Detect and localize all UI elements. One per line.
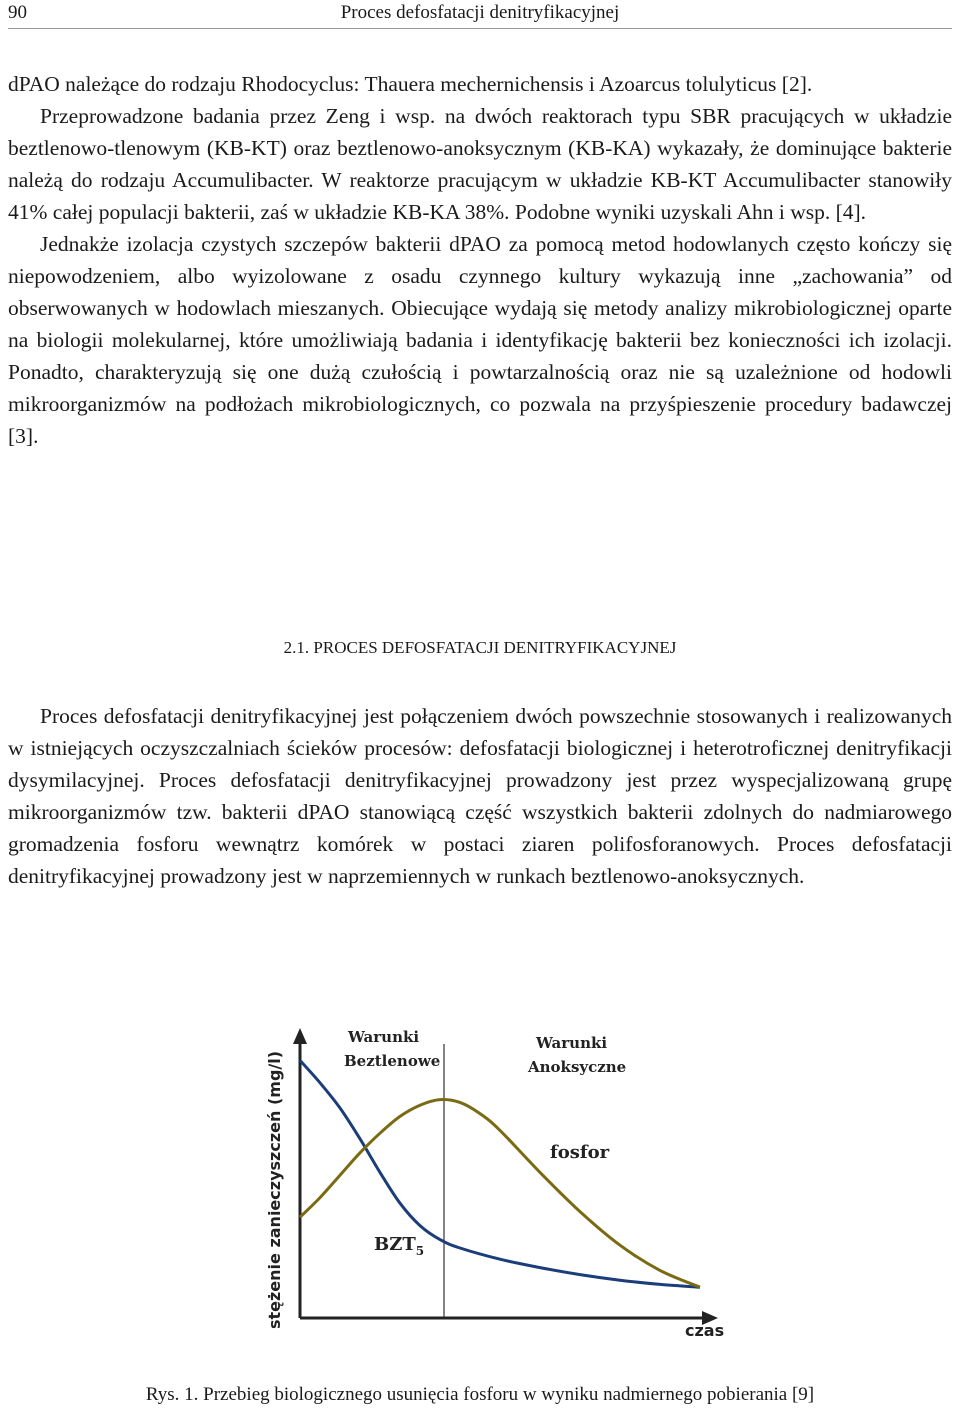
y-axis-arrow [293,1028,307,1044]
figure-caption: Rys. 1. Przebieg biologicznego usunięcia fosforu w wyniku nadmiernego pobierania [9] [145,1384,815,1405]
annotation-anoksyczne: Warunki Anoksyczne [528,1034,627,1076]
page-number: 90 [8,2,27,23]
series-label-fosfor: fosfor [550,1142,610,1163]
annotation-beztlenowe: Warunki Beztlenowe [344,1028,441,1070]
page-header [8,0,952,28]
series-line-bzt [300,1060,700,1287]
figure [230,1018,750,1358]
paragraph: Proces defosfatacji denitryfikacyjnej jest połączeniem dwóch powszechnie stosowanych i realizowanych w istniejących oczyszczalniach ścieków procesów: defosfatacji biologicznej i heterotroficznej denitryfikacji dysymilacyjnej. Proces defosfatacji denitryfikacyjnej prowadzony jest przez wyspecjalizowaną grupę mikroorganizmów tzw. bakterii dPAO stanowiącą część wszystkich bakterii zdolnych do nadmiarowego gromadzenia fosforu wewnątrz komórek w postaci ziaren polifosforanowych. Proces defosfatacji denitryfikacyjnej prowadzony jest w naprzemiennych w runkach beztlenowo-anoksycznych. [8,704,952,888]
paragraph: dPAO należące do rodzaju Rhodocyclus: Thauera mechernichensis i Azoarcus tolulyticus [2]. [8,72,813,96]
paragraph: Przeprowadzone badania przez Zeng i wsp. na dwóch reaktorach typu SBR pracujących w układzie beztlenowo-tlenowym (KB-KT) oraz beztlenowo-anoksycznym (KB-KA) wykazały, że dominujące bakterie należą do rodzaju Accumulibacter. W reaktorze pracującym w układzie KB-KT Accumulibacter stanowiły 41% całej populacji bakterii, zaś w układzie KB-KA 38%. Podobne wyniki uzyskali Ahn i wsp. [4]. [8,104,952,224]
body-text-2 [8,700,952,892]
y-axis-label: stężenie zanieczyszczeń (mg/l) [265,1050,284,1330]
running-title: Proces defosfatacji denitryfikacyjnej [340,2,620,23]
series-label-bzt: $BZT_5$ [374,1234,425,1258]
x-axis-label: czas [685,1321,725,1340]
header-rule [8,28,952,29]
section-title: 2.1. PROCES DEFOSFATACJI DENITRYFIKACYJNEJ [283,638,677,657]
paragraph: Jednakże izolacja czystych szczepów bakterii dPAO za pomocą metod hodowlanych często kończy się niepowodzeniem, albo wyizolowane z osadu czynnego kultury wykazują inne „zachowania” od obserwowanych w hodowlach mieszanych. Obiecujące wydają się metody analizy mikrobiologicznej oparte na biologii molekularnej, które umożliwiają badania i identyfikację bakterii bez konieczności ich izolacji. Ponadto, charakteryzują się one dużą czułością i powtarzalnością oraz nie są uzależnione od hodowli mikroorganizmów na podłożach mikrobiologicznych, co pozwala na przyśpieszenie procedury badawczej [3]. [8,232,952,448]
phosphorus-removal-chart [230,1018,750,1358]
body-text-1 [8,68,952,452]
